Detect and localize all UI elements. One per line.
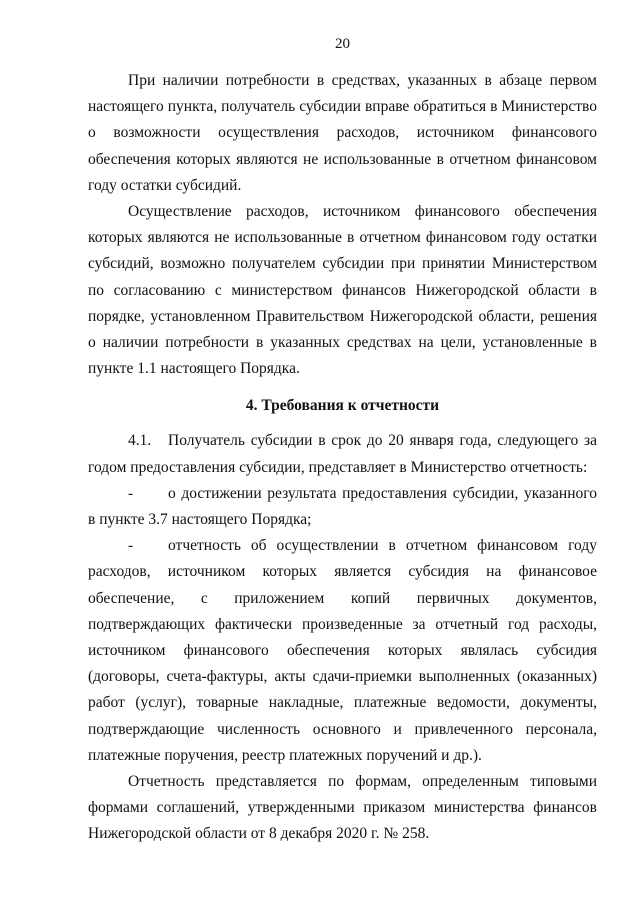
list-marker: - [128, 537, 134, 555]
list-item [88, 481, 597, 533]
list-marker: - [128, 484, 134, 502]
page-number: 20 [335, 36, 350, 52]
section-heading: 4. Требования к отчетности [245, 397, 440, 415]
paragraph-expenses-approval: Осуществление расходов, источником финансового обеспечения которых являются не использованные в отчетном финансовом году остатки субсидий, возможно получателем субсидии при принятии Министерством по согласованию с министерством финансов Нижегородской области в порядке, установленном Правительством Нижегородской области, решения о наличии потребности в указанных средствах на цели, установленные в пункте 1.1 настоящего Порядка. [88, 203, 597, 378]
paragraph-report-forms: Отчетность представляется по формам, определенным типовыми формами соглашений, утвержденными приказом министерства финансов Нижегородской области от 8 декабря 2020 г. № 258. [88, 773, 597, 843]
list-item-text: о достижении результата предоставления субсидии, указанного в пункте 3.7 настоящего Порядка; [88, 484, 597, 529]
clause-4-1 [88, 428, 597, 480]
clause-text: Получатель субсидии в срок до 20 января года, следующего за годом предоставления субсидии, представляет в Министерство отчетность: [88, 432, 597, 476]
clause-number: 4.1. [128, 432, 152, 450]
list-item [88, 533, 597, 769]
paragraph-funds-request: При наличии потребности в средствах, указанных в абзаце первом настоящего пункта, получатель субсидии вправе обратиться в Министерство о возможности осуществления расходов, источником финансового обеспечения которых являются не использованные в отчетном финансовом году остатки субсидий. [88, 72, 597, 194]
document-page [88, 34, 597, 848]
list-item-text: отчетность об осуществлении в отчетном финансовом году расходов, источником которых является субсидия на финансовое обеспечение, с приложением копий первичных документов, подтверждающих фактически произведенные за отчетный год расходы, источником финансового обеспечения которых являлась субсидия (договоры, счета-фактуры, акты сдачи-приемки выполненных (оказанных) работ (услуг), товарные накладные, платежные ведомости, документы, подтверждающие численность основного и привлеченного персонала, платежные поручения, реестр платежных поручений и др.). [88, 537, 597, 764]
